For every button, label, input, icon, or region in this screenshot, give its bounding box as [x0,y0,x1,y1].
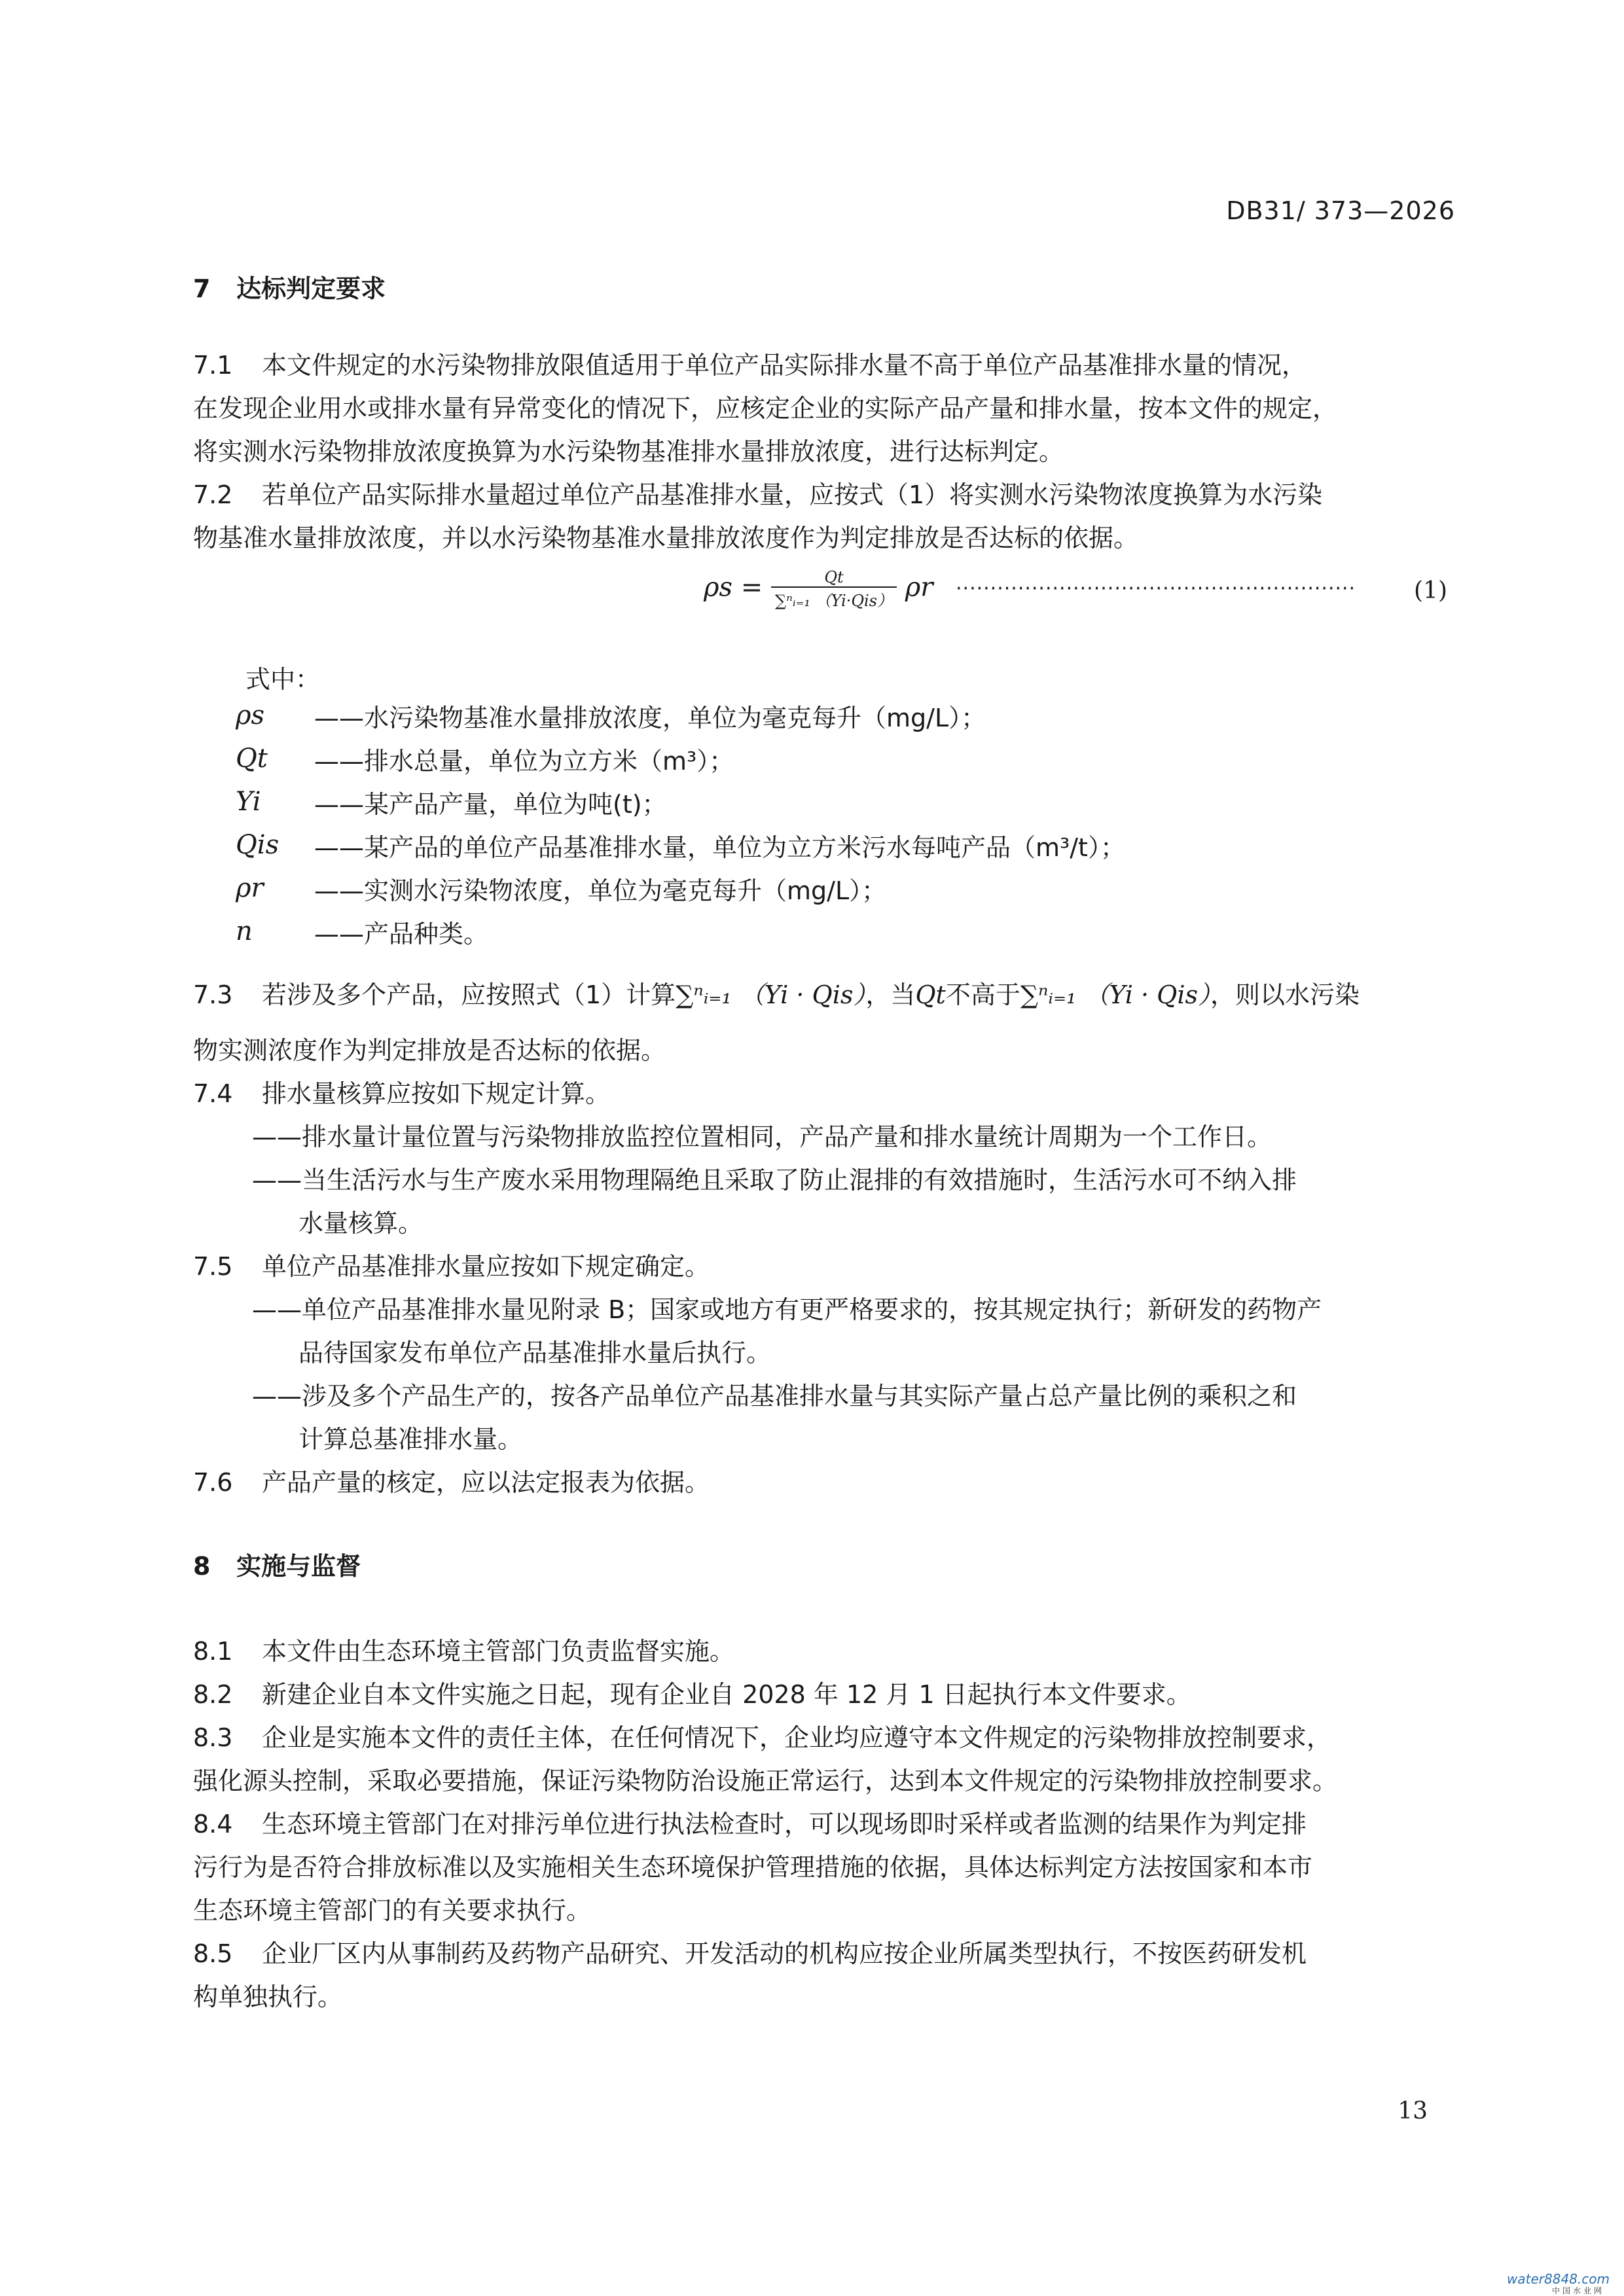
clause-8-1 [193,1630,734,1673]
clause-8-4-line-3: 生态环境主管部门的有关要求执行。 [193,1896,592,1925]
symbol-definition: ——实测水污染物浓度，单位为毫克每升（mg/L）； [314,876,887,905]
sum-expression: ∑ⁿᵢ₌₁ （Yi · Qis） [676,980,866,1009]
clause-8-5-line-2: 构单独执行。 [193,1982,343,2011]
document-code: DB31/ 373—2026 [1226,196,1455,225]
clause-text: 若涉及多个产品，应按照式（1）计算 [262,980,676,1009]
symbol-definition: ——排水总量，单位为立方米（m³）； [314,747,734,776]
clause-7-1-line-2: 在发现企业用水或排水量有异常变化的情况下，应核定企业的实际产品产量和排水量，按本文件的规定， [193,394,1338,423]
clause-8-2 [193,1673,1191,1716]
clause-number: 7.4 [193,1079,233,1108]
formula-number: (1) [1414,577,1447,604]
clause-text: 新建企业自本文件实施之日起，现有企业自 2028 年 12 月 1 日起执行本文件要求。 [262,1680,1191,1709]
clause-number: 8.5 [193,1939,233,1968]
clause-number: 7.5 [193,1252,233,1281]
clause-7-3-line-1 [193,973,1360,1016]
formula-leader-dots: ·························································· [956,577,1356,600]
clause-number: 8.4 [193,1810,233,1839]
section-number: 7 [193,274,211,303]
clause-7-4-bullet-2-cont: 水量核算。 [298,1209,424,1238]
clause-8-3-line-2: 强化源头控制，采取必要措施，保证污染物防治设施正常运行，达到本文件规定的污染物排放控制要求。 [193,1767,1338,1795]
clause-7-1-line-1 [193,344,1307,387]
clause-number: 8.2 [193,1680,233,1709]
symbol-definition: ——产品种类。 [314,920,489,948]
clause-text: 企业是实施本文件的责任主体，在任何情况下，企业均应遵守本文件规定的污染物排放控制要求， [262,1723,1332,1752]
clause-text: 排水量核算应按如下规定计算。 [262,1079,611,1108]
section-8-heading [193,1546,361,1582]
symbol-definition: ——某产品的单位产品基准排水量，单位为立方米污水每吨产品（m³/t）； [314,833,1125,862]
clause-7-2-line-2: 物基准水量排放浓度，并以水污染物基准水量排放浓度作为判定排放是否达标的依据。 [193,524,1139,552]
formula-lhs: ρs = [704,572,763,603]
symbol-definition: ——水污染物基准水量排放浓度，单位为毫克每升（mg/L）； [314,704,986,732]
clause-7-5-bullet-2-cont: 计算总基准排水量。 [298,1425,523,1454]
formula-fraction [771,568,897,611]
symbol-term: Yi [236,787,261,817]
watermark-logo: water8848.com [1507,2271,1610,2287]
section-title: 达标判定要求 [236,274,386,303]
clause-8-5-line-1 [193,1932,1307,1975]
section-title: 实施与监督 [236,1552,361,1581]
formula-rhs: ρr [905,572,933,603]
clause-text: 生态环境主管部门在对排污单位进行执法检查时，可以现场即时采样或者监测的结果作为判定排 [262,1810,1307,1839]
clause-text: 若单位产品实际排水量超过单位产品基准排水量，应按式（1）将实测水污染物浓度换算为水污染 [262,480,1323,509]
watermark-caption: 中国水业网 [1551,2286,1604,2295]
clause-7-4-bullet-1: ——排水量计量位置与污染物排放监控位置相同，产品产量和排水量统计周期为一个工作日。 [252,1122,1272,1151]
symbol-definition: ——某产品产量，单位为吨(t)； [314,790,667,819]
symbol-term: Qt [236,744,268,774]
clause-7-6-line-1 [193,1461,710,1504]
clause-7-5-bullet-2: ——涉及多个产品生产的，按各产品单位产品基准排水量与其实际产量占总产量比例的乘积之和 [252,1382,1297,1410]
clause-7-3-line-2: 物实测浓度作为判定排放是否达标的依据。 [193,1036,666,1065]
clause-text: 产品产量的核定，应以法定报表为依据。 [262,1468,710,1497]
section-number: 8 [193,1552,211,1581]
clause-number: 8.1 [193,1637,233,1666]
sum-expression: ∑ⁿᵢ₌₁ （Yi · Qis） [1020,980,1210,1009]
clause-text: 本文件规定的水污染物排放限值适用于单位产品实际排水量不高于单位产品基准排水量的情况， [262,351,1307,380]
formula-numerator: Qt [771,568,897,588]
clause-text: 企业厂区内从事制药及药物产品研究、开发活动的机构应按企业所属类型执行，不按医药研发机 [262,1939,1307,1968]
clause-text: 不高于 [945,980,1020,1009]
formula-1 [704,568,933,611]
formula-denominator: ∑ⁿᵢ₌₁ （Yi·Qis） [775,592,893,610]
symbol-term: ρs [236,700,265,730]
clause-number: 7.2 [193,480,233,509]
clause-7-4-bullet-2: ——当生活污水与生产废水采用物理隔绝且采取了防止混排的有效措施时，生活污水可不纳入排 [252,1166,1297,1194]
clause-8-3-line-1 [193,1716,1331,1759]
clause-7-4-line-1 [193,1072,610,1115]
clause-number: 7.6 [193,1468,233,1497]
symbol-term: ρr [236,873,264,903]
clause-7-5-line-1 [193,1245,710,1288]
clause-text: ，则以水污染 [1210,980,1360,1009]
clause-number: 7.3 [193,980,233,1009]
clause-8-4-line-1 [193,1803,1307,1846]
symbol-term: Qis [236,830,280,860]
clause-number: 7.1 [193,351,233,380]
clause-text: 单位产品基准排水量应按如下规定确定。 [262,1252,710,1281]
clause-text: 本文件由生态环境主管部门负责监督实施。 [262,1637,735,1666]
clause-8-4-line-2: 污行为是否符合排放标准以及实施相关生态环境保护管理措施的依据，具体达标判定方法按国家和本市 [193,1853,1313,1882]
clause-7-5-bullet-1-cont: 品待国家发布单位产品基准排水量后执行。 [298,1338,772,1367]
clause-text: ，当 [865,980,916,1009]
where-label: 式中： [245,665,321,694]
page-number: 13 [1398,2098,1428,2125]
clause-7-1-line-3: 将实测水污染物排放浓度换算为水污染物基准排水量排放浓度，进行达标判定。 [193,437,1064,466]
clause-number: 8.3 [193,1723,233,1752]
clause-7-2-line-1 [193,473,1322,516]
clause-7-5-bullet-1: ——单位产品基准排水量见附录 B；国家或地方有更严格要求的，按其规定执行；新研发的药物产 [252,1295,1322,1324]
section-7-heading [193,268,386,304]
qt-symbol: Qt [915,980,946,1009]
symbol-term: n [236,916,253,946]
